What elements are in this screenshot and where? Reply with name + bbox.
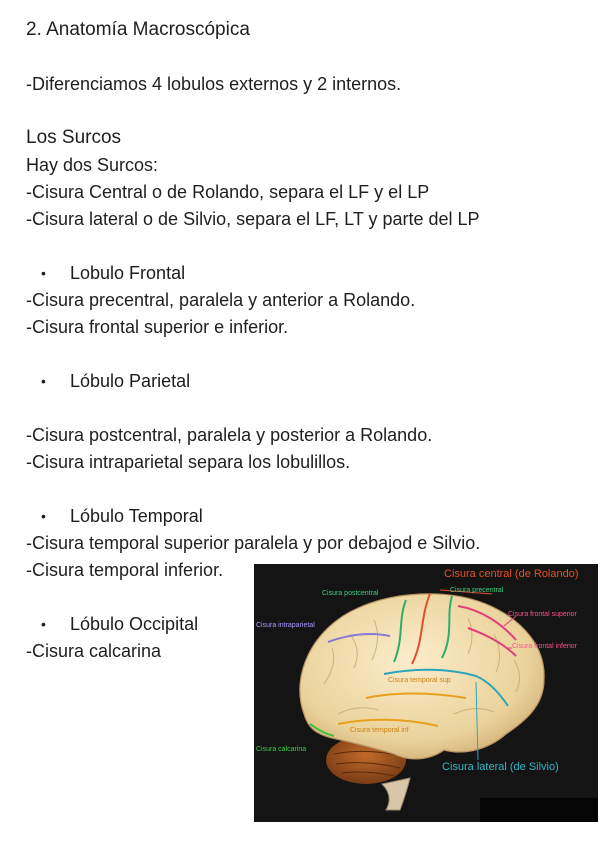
label-precentral: Cisura precentral [450, 587, 504, 594]
lobe-line: -Cisura precentral, paralela y anterior a Rolando. [26, 290, 416, 310]
label-temporal-inf: Cisura temporal inf [350, 727, 409, 734]
lobe-line: -Cisura intraparietal separa los lobulillos. [26, 452, 351, 472]
bullet-frontal: • [41, 265, 46, 281]
lobe-line: -Cisura frontal superior e inferior. [26, 317, 289, 337]
lobe-line: -Cisura temporal inferior. [26, 560, 224, 580]
section-title: 2. Anatomía Macroscópica [26, 19, 250, 40]
lobe-heading-occipital: Lóbulo Occipital [70, 614, 199, 634]
bullet-temporal: • [41, 508, 46, 524]
label-frontal-superior: Cisura frontal superior [508, 611, 577, 618]
label-lateral: Cisura lateral (de Silvio) [442, 761, 559, 773]
label-frontal-inferior: Cisura frontal inferior [512, 643, 577, 650]
black-overlay-box [480, 798, 598, 822]
lobe-line: -Cisura temporal superior paralela y por debajod e Silvio. [26, 533, 481, 553]
surcos-heading: Los Surcos [26, 127, 122, 148]
brainstem [382, 778, 410, 810]
bullet-occipital: • [41, 616, 46, 632]
brain-illustration [254, 564, 598, 822]
bullet-parietal: • [41, 373, 46, 389]
brain-figure [254, 564, 598, 822]
lobe-heading-frontal: Lobulo Frontal [70, 263, 186, 283]
label-postcentral: Cisura postcentral [322, 590, 379, 597]
label-intraparietal: Cisura intraparietal [256, 622, 315, 629]
lobe-heading-temporal: Lóbulo Temporal [70, 506, 203, 526]
lobe-line: -Cisura calcarina [26, 641, 162, 661]
intro-text: -Diferenciamos 4 lobulos externos y 2 internos. [26, 74, 402, 94]
label-central: Cisura central (de Rolando) [444, 568, 579, 580]
label-calcarina: Cisura calcarina [256, 746, 307, 753]
surcos-line: -Cisura Central o de Rolando, separa el LF y el LP [26, 182, 430, 202]
label-temporal-sup: Cisura temporal sup [388, 677, 451, 684]
lobe-heading-parietal: Lóbulo Parietal [70, 371, 191, 391]
surcos-line: Hay dos Surcos: [26, 155, 159, 175]
lobe-line: -Cisura postcentral, paralela y posterior a Rolando. [26, 425, 433, 445]
surcos-line: -Cisura lateral o de Silvio, separa el LF, LT y parte del LP [26, 209, 480, 229]
